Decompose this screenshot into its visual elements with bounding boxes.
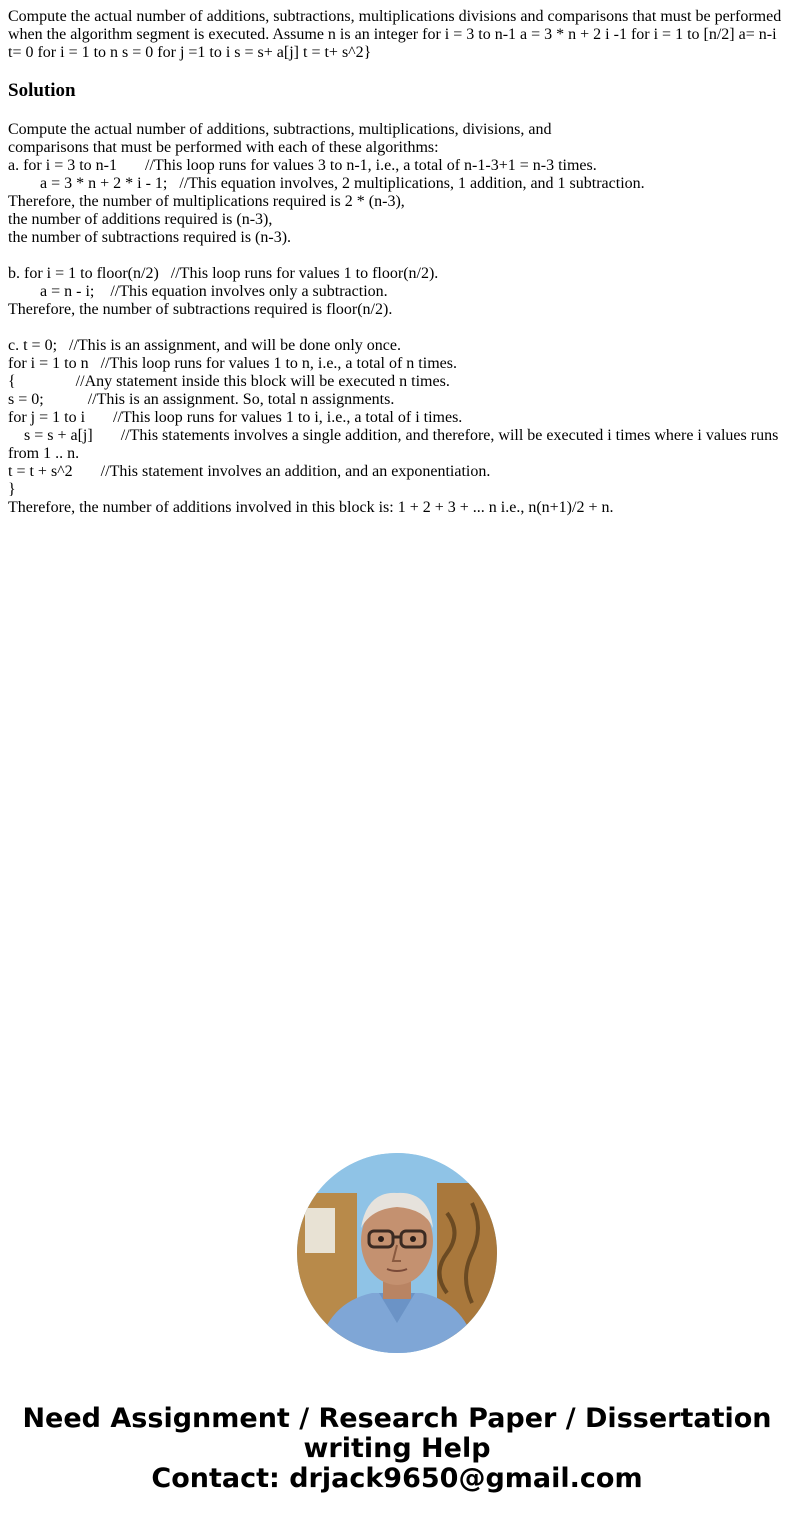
tutor-portrait-icon: [297, 1153, 497, 1353]
promo-banner: [0, 1404, 794, 1494]
solution-line: s = s + a[j] //This statements involves a single addition, and therefore, will be executed i times where i values runs: [8, 427, 779, 444]
solution-line: b. for i = 1 to floor(n/2) //This loop runs for values 1 to floor(n/2).: [8, 265, 439, 282]
solution-line: for j = 1 to i //This loop runs for values 1 to i, i.e., a total of i times.: [8, 409, 463, 426]
solution-line: comparisons that must be performed with each of these algorithms:: [8, 139, 439, 156]
solution-line: the number of additions required is (n-3),: [8, 211, 273, 228]
solution-line: from 1 .. n.: [8, 445, 80, 462]
solution-line: c. t = 0; //This is an assignment, and will be done only once.: [8, 337, 401, 354]
solution-line: a = 3 * n + 2 * i - 1; //This equation involves, 2 multiplications, 1 addition, and 1 subtraction.: [8, 175, 645, 192]
promo-line-2: writing Help: [303, 1433, 491, 1464]
solution-line: a. for i = 3 to n-1 //This loop runs for values 3 to n-1, i.e., a total of n-1-3+1 = n-3 times.: [8, 157, 597, 174]
solution-line: [8, 319, 786, 337]
promo-contact: Contact: drjack9650@gmail.com: [151, 1463, 643, 1494]
solution-heading: Solution: [8, 80, 76, 101]
solution-line: [8, 247, 786, 265]
solution-line: for i = 1 to n //This loop runs for values 1 to n, i.e., a total of n times.: [8, 355, 457, 372]
solution-line: t = t + s^2 //This statement involves an addition, and an exponentiation.: [8, 463, 491, 480]
solution-line: s = 0; //This is an assignment. So, total n assignments.: [8, 391, 395, 408]
tutor-avatar: [297, 1153, 497, 1353]
solution-line: the number of subtractions required is (n-3).: [8, 229, 292, 246]
promo-line-1: Need Assignment / Research Paper / Dissertation: [22, 1403, 772, 1434]
solution-line: }: [8, 481, 16, 498]
question-text: Compute the actual number of additions, subtractions, multiplications divisions and comparisons that must be performed when the algorithm segment is executed. Assume n is an integer for i = 3 to n-1 a = 3 * n + 2 i -1 for i = 1 to [n/2] a= n-i t= 0 for i = 1 to n s = 0 for j =1 to i s = s+ a[j] t = t+ s^2}: [8, 8, 782, 61]
solution-line: Therefore, the number of additions involved in this block is: 1 + 2 + 3 + ... n i.e., n(n+1)/2 + n.: [8, 499, 614, 516]
solution-body: [8, 121, 786, 517]
solution-line: Compute the actual number of additions, subtractions, multiplications, divisions, and: [8, 121, 552, 138]
solution-line: a = n - i; //This equation involves only a subtraction.: [8, 283, 388, 300]
solution-line: Therefore, the number of multiplications required is 2 * (n-3),: [8, 193, 405, 210]
solution-line: Therefore, the number of subtractions required is floor(n/2).: [8, 301, 393, 318]
solution-line: { //Any statement inside this block will be executed n times.: [8, 373, 450, 390]
